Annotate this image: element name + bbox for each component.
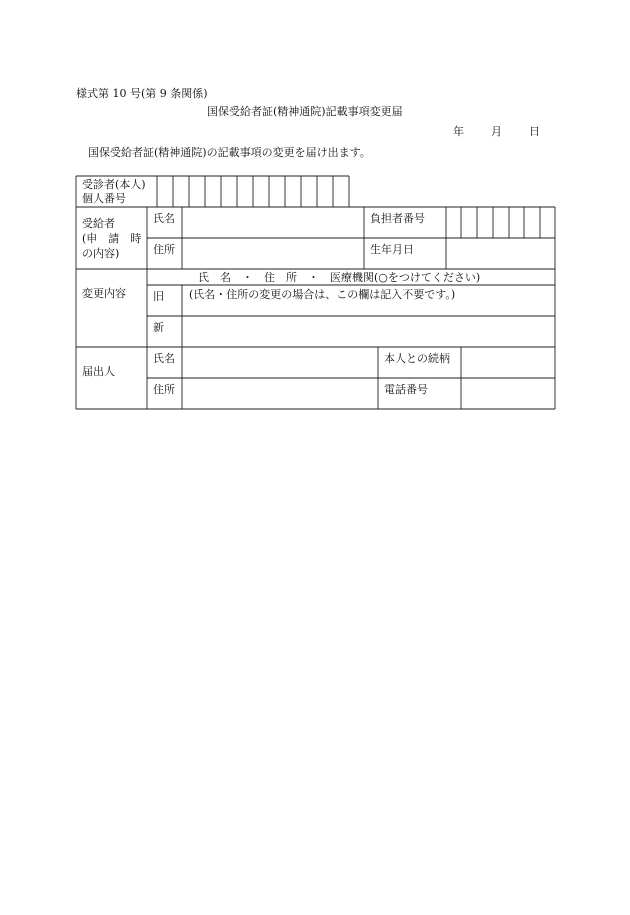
old-note: (氏名・住所の変更の場合は、この欄は記入不要です。) <box>189 288 456 301</box>
date-line <box>453 123 543 137</box>
date-year-label: 年 <box>453 125 464 138</box>
change-options-header: 氏 名 ・ 住 所 ・ 医療機関(○をつけてください) <box>198 271 481 284</box>
patient-label-line1: 受診者(本人) <box>82 178 146 191</box>
form-number: 様式第 10 号(第 9 条関係) <box>76 87 208 100</box>
notifier-address-label: 住所 <box>153 383 175 396</box>
patient-number-boxes <box>157 176 333 207</box>
recipient-label-line2: (申 請 時 <box>82 232 142 245</box>
relation-label: 本人との続柄 <box>384 352 450 365</box>
recipient-label-line3: の内容) <box>82 247 120 260</box>
burden-number-label: 負担者番号 <box>370 212 425 225</box>
change-content-label: 変更内容 <box>82 287 126 300</box>
patient-label-line2: 個人番号 <box>82 192 126 205</box>
recipient-name-label: 氏名 <box>153 212 175 225</box>
recipient-address-label: 住所 <box>153 243 175 256</box>
date-day-label: 日 <box>529 125 540 138</box>
burden-number-boxes <box>461 207 540 238</box>
phone-label: 電話番号 <box>384 383 428 396</box>
recipient-label-line1: 受給者 <box>82 217 115 230</box>
notifier-label: 届出人 <box>82 365 115 378</box>
form-title: 国保受給者証(精神通院)記載事項変更届 <box>207 105 403 118</box>
old-label: 旧 <box>153 290 164 303</box>
birthdate-label: 生年月日 <box>370 243 414 256</box>
notifier-name-label: 氏名 <box>153 352 175 365</box>
intro-text: 国保受給者証(精神通院)の記載事項の変更を届け出ます。 <box>88 146 371 159</box>
date-month-label: 月 <box>491 125 502 138</box>
new-label: 新 <box>153 321 164 334</box>
